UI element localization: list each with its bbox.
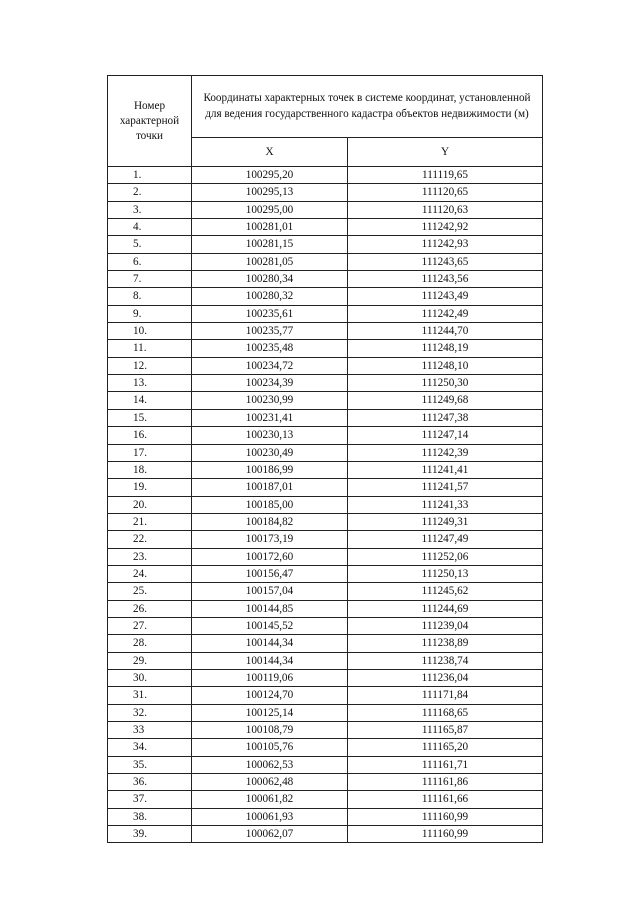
point-number-header: Номер характерной точки: [108, 76, 192, 167]
x-coordinate-cell: 100108,79: [192, 722, 348, 739]
table-row: [108, 236, 543, 253]
table-row: [108, 722, 543, 739]
point-number-cell: 1.: [108, 167, 192, 184]
y-coordinate-cell: 111250,30: [348, 375, 543, 392]
point-number-cell: 39.: [108, 826, 192, 843]
table-row: [108, 704, 543, 721]
table-row: [108, 219, 543, 236]
x-coordinate-cell: 100062,53: [192, 756, 348, 773]
table-row: [108, 669, 543, 686]
table-row: [108, 479, 543, 496]
y-coordinate-cell: 111243,65: [348, 253, 543, 270]
table-row: [108, 513, 543, 530]
table-body: [108, 167, 543, 843]
x-coordinate-cell: 100061,82: [192, 791, 348, 808]
x-coordinate-cell: 100234,72: [192, 357, 348, 374]
point-number-cell: 30.: [108, 669, 192, 686]
x-coordinate-cell: 100231,41: [192, 409, 348, 426]
x-coordinate-cell: 100230,13: [192, 427, 348, 444]
table-row: [108, 201, 543, 218]
table-row: [108, 184, 543, 201]
table-row: [108, 427, 543, 444]
point-number-cell: 27.: [108, 617, 192, 634]
point-number-cell: 9.: [108, 305, 192, 322]
point-number-cell: 32.: [108, 704, 192, 721]
x-coordinate-cell: 100173,19: [192, 531, 348, 548]
x-coordinate-cell: 100234,39: [192, 375, 348, 392]
table-row: [108, 635, 543, 652]
point-number-cell: 16.: [108, 427, 192, 444]
point-number-cell: 6.: [108, 253, 192, 270]
point-number-cell: 20.: [108, 496, 192, 513]
point-number-cell: 12.: [108, 357, 192, 374]
table-row: [108, 253, 543, 270]
x-coordinate-cell: 100235,61: [192, 305, 348, 322]
point-number-cell: 19.: [108, 479, 192, 496]
x-coordinate-cell: 100235,48: [192, 340, 348, 357]
table-row: [108, 583, 543, 600]
x-coordinate-cell: 100280,34: [192, 271, 348, 288]
x-coordinate-cell: 100144,34: [192, 635, 348, 652]
point-number-cell: 21.: [108, 513, 192, 530]
y-coordinate-cell: 111239,04: [348, 617, 543, 634]
point-number-cell: 36.: [108, 774, 192, 791]
y-coordinate-cell: 111238,74: [348, 652, 543, 669]
y-coordinate-cell: 111242,49: [348, 305, 543, 322]
table-row: [108, 531, 543, 548]
y-coordinate-cell: 111243,49: [348, 288, 543, 305]
table-row: [108, 600, 543, 617]
table-row: [108, 323, 543, 340]
point-number-cell: 35.: [108, 756, 192, 773]
table-row: [108, 305, 543, 322]
coordinates-table: [107, 75, 543, 843]
table-row: [108, 826, 543, 843]
y-coordinate-cell: 111247,14: [348, 427, 543, 444]
table-row: [108, 409, 543, 426]
point-number-cell: 2.: [108, 184, 192, 201]
x-coordinate-cell: 100295,20: [192, 167, 348, 184]
y-coordinate-cell: 111120,65: [348, 184, 543, 201]
point-number-cell: 11.: [108, 340, 192, 357]
x-coordinate-cell: 100230,49: [192, 444, 348, 461]
x-coordinate-cell: 100062,48: [192, 774, 348, 791]
point-number-cell: 33: [108, 722, 192, 739]
x-column-header: X: [192, 138, 348, 167]
point-number-cell: 24.: [108, 565, 192, 582]
point-number-cell: 10.: [108, 323, 192, 340]
point-number-cell: 5.: [108, 236, 192, 253]
table-row: [108, 167, 543, 184]
y-coordinate-cell: 111236,04: [348, 669, 543, 686]
y-coordinate-cell: 111247,49: [348, 531, 543, 548]
point-number-cell: 13.: [108, 375, 192, 392]
x-coordinate-cell: 100184,82: [192, 513, 348, 530]
y-coordinate-cell: 111249,68: [348, 392, 543, 409]
y-coordinate-cell: 111119,65: [348, 167, 543, 184]
y-coordinate-cell: 111160,99: [348, 808, 543, 825]
point-number-cell: 15.: [108, 409, 192, 426]
table-row: [108, 461, 543, 478]
point-number-cell: 22.: [108, 531, 192, 548]
y-coordinate-cell: 111249,31: [348, 513, 543, 530]
x-coordinate-cell: 100295,13: [192, 184, 348, 201]
y-coordinate-cell: 111241,41: [348, 461, 543, 478]
x-coordinate-cell: 100230,99: [192, 392, 348, 409]
table-row: [108, 687, 543, 704]
point-number-cell: 4.: [108, 219, 192, 236]
point-number-cell: 37.: [108, 791, 192, 808]
y-column-header: Y: [348, 138, 543, 167]
y-coordinate-cell: 111242,92: [348, 219, 543, 236]
coordinates-header: Координаты характерных точек в системе координат, установленной для ведения государственного кадастра объектов недвижимости (м): [192, 76, 543, 138]
table-row: [108, 288, 543, 305]
x-coordinate-cell: 100281,15: [192, 236, 348, 253]
x-coordinate-cell: 100105,76: [192, 739, 348, 756]
table-row: [108, 444, 543, 461]
x-coordinate-cell: 100145,52: [192, 617, 348, 634]
point-number-cell: 14.: [108, 392, 192, 409]
table-row: [108, 496, 543, 513]
table-row: [108, 340, 543, 357]
y-coordinate-cell: 111243,56: [348, 271, 543, 288]
y-coordinate-cell: 111171,84: [348, 687, 543, 704]
y-coordinate-cell: 111247,38: [348, 409, 543, 426]
table-row: [108, 271, 543, 288]
x-coordinate-cell: 100156,47: [192, 565, 348, 582]
table-row: [108, 565, 543, 582]
x-coordinate-cell: 100186,99: [192, 461, 348, 478]
x-coordinate-cell: 100281,05: [192, 253, 348, 270]
point-number-cell: 34.: [108, 739, 192, 756]
point-number-cell: 7.: [108, 271, 192, 288]
point-number-cell: 8.: [108, 288, 192, 305]
point-number-cell: 29.: [108, 652, 192, 669]
table-row: [108, 357, 543, 374]
y-coordinate-cell: 111242,39: [348, 444, 543, 461]
y-coordinate-cell: 111165,87: [348, 722, 543, 739]
y-coordinate-cell: 111244,69: [348, 600, 543, 617]
table-row: [108, 392, 543, 409]
y-coordinate-cell: 111241,33: [348, 496, 543, 513]
x-coordinate-cell: 100185,00: [192, 496, 348, 513]
y-coordinate-cell: 111252,06: [348, 548, 543, 565]
x-coordinate-cell: 100280,32: [192, 288, 348, 305]
y-coordinate-cell: 111161,86: [348, 774, 543, 791]
point-number-cell: 31.: [108, 687, 192, 704]
x-coordinate-cell: 100172,60: [192, 548, 348, 565]
table-row: [108, 375, 543, 392]
point-number-cell: 25.: [108, 583, 192, 600]
point-number-cell: 17.: [108, 444, 192, 461]
y-coordinate-cell: 111248,19: [348, 340, 543, 357]
x-coordinate-cell: 100061,93: [192, 808, 348, 825]
x-coordinate-cell: 100295,00: [192, 201, 348, 218]
x-coordinate-cell: 100144,34: [192, 652, 348, 669]
y-coordinate-cell: 111160,99: [348, 826, 543, 843]
y-coordinate-cell: 111168,65: [348, 704, 543, 721]
y-coordinate-cell: 111241,57: [348, 479, 543, 496]
point-number-cell: 26.: [108, 600, 192, 617]
y-coordinate-cell: 111161,66: [348, 791, 543, 808]
y-coordinate-cell: 111248,10: [348, 357, 543, 374]
y-coordinate-cell: 111244,70: [348, 323, 543, 340]
x-coordinate-cell: 100124,70: [192, 687, 348, 704]
point-number-cell: 28.: [108, 635, 192, 652]
table-row: [108, 739, 543, 756]
x-coordinate-cell: 100235,77: [192, 323, 348, 340]
y-coordinate-cell: 111245,62: [348, 583, 543, 600]
x-coordinate-cell: 100119,06: [192, 669, 348, 686]
table-row: [108, 774, 543, 791]
x-coordinate-cell: 100062,07: [192, 826, 348, 843]
y-coordinate-cell: 111120,63: [348, 201, 543, 218]
point-number-cell: 23.: [108, 548, 192, 565]
x-coordinate-cell: 100157,04: [192, 583, 348, 600]
table-row: [108, 808, 543, 825]
table-row: [108, 548, 543, 565]
table-row: [108, 756, 543, 773]
point-number-cell: 38.: [108, 808, 192, 825]
table-row: [108, 652, 543, 669]
point-number-cell: 3.: [108, 201, 192, 218]
x-coordinate-cell: 100281,01: [192, 219, 348, 236]
y-coordinate-cell: 111161,71: [348, 756, 543, 773]
x-coordinate-cell: 100187,01: [192, 479, 348, 496]
y-coordinate-cell: 111250,13: [348, 565, 543, 582]
y-coordinate-cell: 111242,93: [348, 236, 543, 253]
point-number-cell: 18.: [108, 461, 192, 478]
y-coordinate-cell: 111238,89: [348, 635, 543, 652]
y-coordinate-cell: 111165,20: [348, 739, 543, 756]
x-coordinate-cell: 100125,14: [192, 704, 348, 721]
table-row: [108, 617, 543, 634]
table-row: [108, 791, 543, 808]
x-coordinate-cell: 100144,85: [192, 600, 348, 617]
